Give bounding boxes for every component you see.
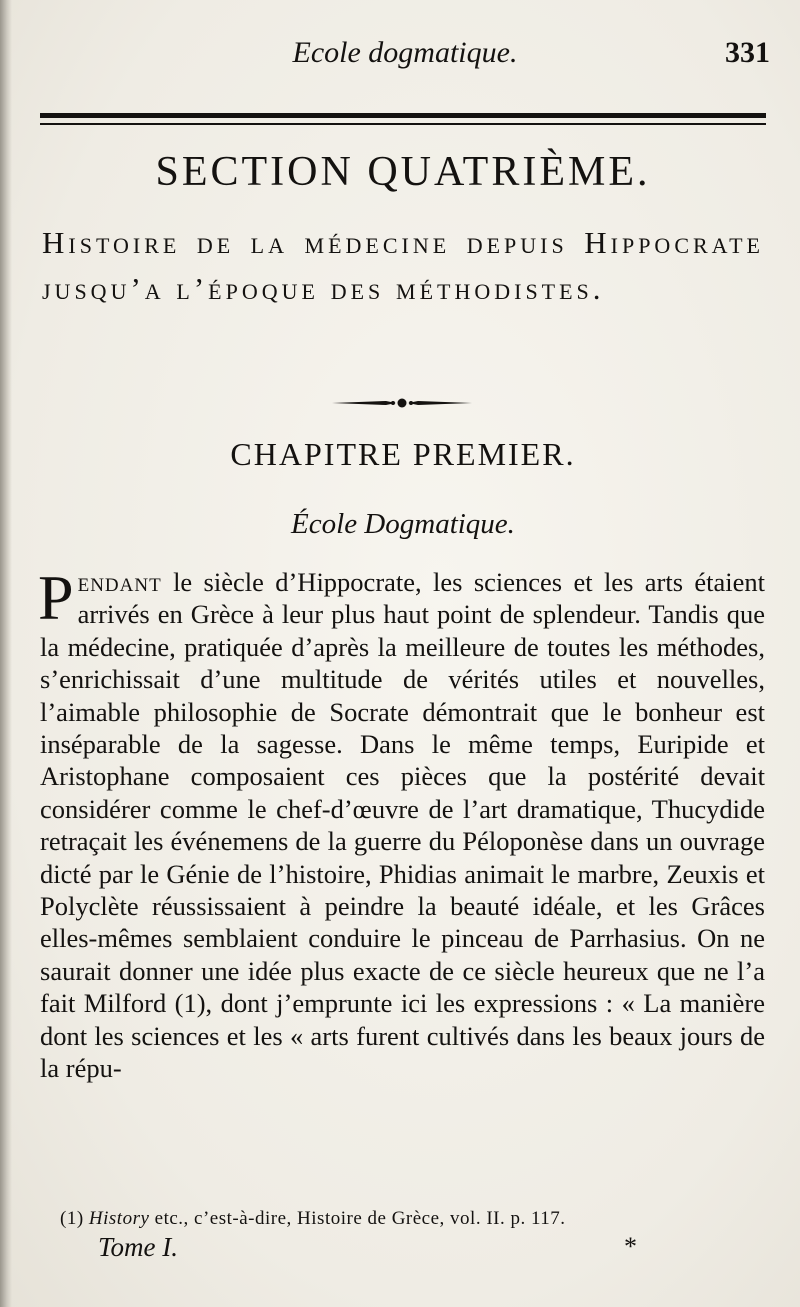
header-rule-thick	[40, 113, 766, 118]
section-title: SECTION QUATRIÈME.	[155, 149, 651, 195]
body-paragraph	[38, 562, 765, 1085]
footnote-italic-title: History	[88, 1208, 150, 1229]
footnote	[60, 1208, 766, 1230]
volume-signature: Tome I.	[98, 1232, 179, 1262]
ornament-divider	[330, 396, 474, 410]
header-rule-thin	[40, 123, 766, 125]
chapter-title: CHAPITRE PREMIER.	[230, 436, 576, 472]
running-title: Ecole dogmatique.	[292, 36, 518, 69]
page-number: 331	[725, 36, 770, 69]
footnote-text: etc., c’est-à-dire, Histoire de Grèce, vol. II. p. 117.	[149, 1208, 566, 1229]
footnote-marker: (1)	[60, 1208, 84, 1229]
chapter-subtitle: École Dogmatique.	[291, 508, 515, 540]
lead-small-caps: endant	[77, 567, 162, 597]
drop-initial: P	[38, 562, 74, 633]
body-text: le siècle d’Hippocrate, les sciences et les arts étaient arrivés en Grèce à leur plus haut point de splendeur. Tandis que la médecine, pratiquée d’après la meilleure de toutes les méthodes, s’enrichissait d’une multitude de vérités utiles et nouvelles, l’aimable philosophie de Socrate démontrait que le bonheur est inséparable de la sagesse. Dans le même temps, Euripide et Aristophane composaient ces pièces que la postérité devait considérer comme le chef-d’œuvre de l’art dramatique, Thucydide retraçait les événemens de la guerre du Péloponèse dans un ouvrage dicté par le Génie de l’histoire, Phidias animait le marbre, Zeuxis et Polyclète réussissaient à peindre la beauté idéale, et les Grâces elles-mêmes semblaient conduire le pinceau de Parrhasius. On ne saurait donner une idée plus exacte de ce siècle heureux que ne l’a fait Milford (1), dont j’emprunte ici les expressions : « La manière dont les sciences et les « arts furent cultivés dans les beaux jours de la répu-	[40, 567, 765, 1084]
section-subtitle: Histoire de la médecine depuis Hippocrate jusqu’a l’époque des méthodistes.	[42, 225, 764, 306]
signature-mark: *	[624, 1232, 637, 1261]
page-gutter-shadow	[0, 0, 12, 1307]
running-header	[40, 30, 770, 80]
